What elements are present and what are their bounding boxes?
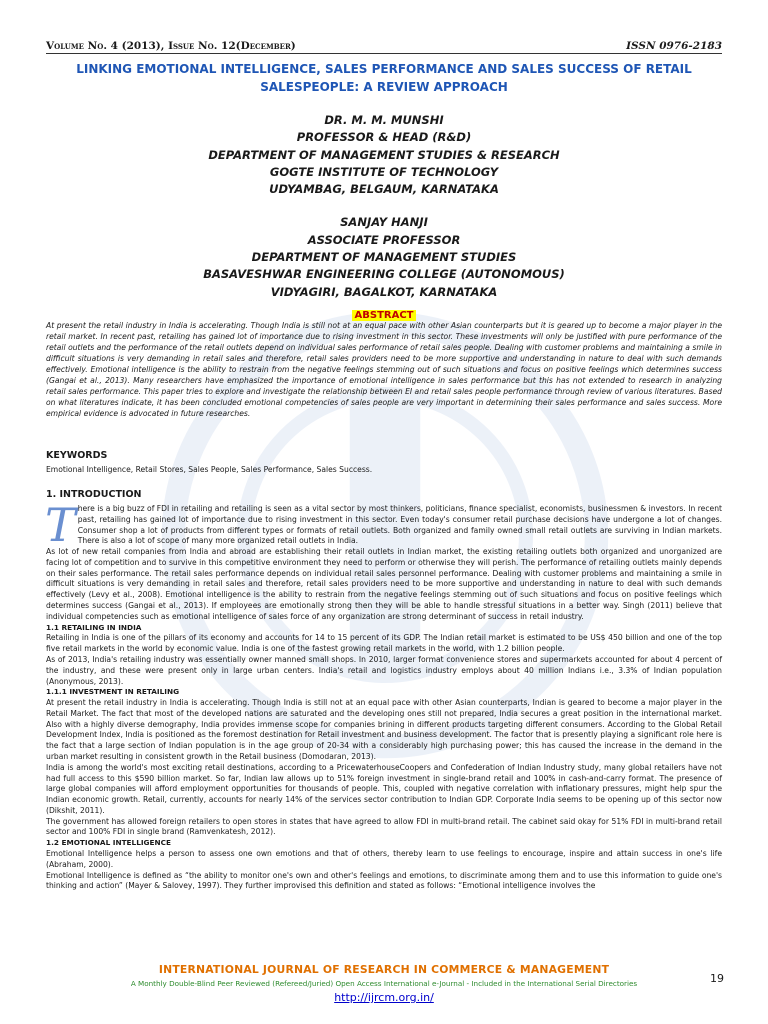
running-header bbox=[46, 40, 722, 54]
section-1-1-1-heading: 1.1.1 INVESTMENT IN RETAILING bbox=[46, 687, 180, 697]
author2-dept: DEPARTMENT OF MANAGEMENT STUDIES bbox=[251, 250, 517, 265]
author1-role: PROFESSOR & HEAD (R&D) bbox=[296, 130, 472, 145]
investment-paragraph-3: The government has allowed foreign retailers to open stores in states that have agreed to allow FDI in multi-brand retail. The cabinet said okay for 51% FDI in multi-brand retail sector and 100% FDI in single brand (Ramvenkatesh, 2012). bbox=[46, 816, 722, 837]
title-line-1: LINKING EMOTIONAL INTELLIGENCE, SALES PERFORMANCE AND SALES SUCCESS OF RETAIL bbox=[76, 62, 692, 76]
keywords-text: Emotional Intelligence, Retail Stores, Sales People, Sales Performance, Sales Success. bbox=[46, 465, 373, 474]
journal-url-link[interactable]: http://ijrcm.org.in/ bbox=[334, 991, 434, 1004]
retail-paragraph-1: Retailing in India is one of the pillars of its economy and accounts for 14 to 15 percent of its GDP. The Indian retail market is estimated to be US$ 450 billion and one of the top five retail markets in the world by economic value. India is one of the fastest growing retail markets in the world, with 1.2 billion people. bbox=[46, 633, 722, 654]
introduction-heading: 1. INTRODUCTION bbox=[46, 489, 142, 500]
issn: ISSN 0976-2183 bbox=[626, 40, 722, 52]
investment-paragraph-2: India is among the world's most exciting retail destinations, according to a PricewaterhouseCoopers and Confederation of Indian Industry study, many global retailers have not had full access to this $590 billion market. So far, Indian law allows up to 51% foreign investment in single-brand retail and 100% in cash-and-carry format. The presence of large global companies will afford employment opportunities for thousands of people. This, coupled with negative correlation with inflationary pressures, might help spur the Indian economic growth. Retail, currently, accounts for nearly 14% of the services sector contribution to Indian GDP. Corporate India seems to be opening up of this sector now (Dikshit, 2011). bbox=[46, 762, 722, 815]
investment-paragraph-1: At present the retail industry in India is accelerating. Though India is still not at an equal pace with other Asian counterparts, Indian is geared to become a major player in the Retail Market. The fact that most of the developed nations are saturated and the developing ones still not prepared, India secures a great position in the international market. Also with a highly diverse demography, India provides immense scope for companies brining in different products targeting different consumers. According to the Global Retail Development Index, India is positioned as the foremost destination for Retail investment and business development. The factor that is presently playing a significant role here is the fact that a large section of Indian population is in the age group of 20-34 with a considerably high purchasing power; this has caused the increase in the demand in the urban market resulting in consistent growth in the Retail business (Domodaran, 2013). bbox=[46, 698, 722, 761]
author1-dept: DEPARTMENT OF MANAGEMENT STUDIES & RESEARCH bbox=[208, 147, 560, 162]
page-footer bbox=[0, 963, 768, 1004]
journal-subtitle: A Monthly Double-Blind Peer Reviewed (Refereed/Juried) Open Access International e-Journal - Included in the International Serial Directories bbox=[130, 979, 638, 988]
abstract-heading: ABSTRACT bbox=[0, 303, 768, 322]
author1-institute: GOGTE INSTITUTE OF TECHNOLOGY bbox=[269, 164, 499, 179]
paper-title bbox=[40, 60, 728, 96]
body-text bbox=[45, 498, 722, 892]
title-line-2: SALESPEOPLE: A REVIEW APPROACH bbox=[260, 80, 508, 94]
author2-role: ASSOCIATE PROFESSOR bbox=[307, 232, 461, 247]
section-1-1-heading: 1.1 RETAILING IN INDIA bbox=[46, 622, 142, 632]
volume-issue: Volume No. 4 (2013), Issue No. 12(December) bbox=[46, 40, 296, 52]
author1-place: UDYAMBAG, BELGAUM, KARNATAKA bbox=[269, 182, 499, 197]
author1-name: DR. M. M. MUNSHI bbox=[324, 113, 444, 127]
page-number: 19 bbox=[710, 972, 724, 985]
ei-paragraph-1: Emotional Intelligence helps a person to assess one own emotions and that of others, thereby learn to use feelings to encourage, inspire and attain success in one's life (Abraham, 2000). bbox=[46, 849, 722, 869]
drop-cap: T bbox=[45, 498, 76, 552]
section-1-2-heading: 1.2 EMOTIONAL INTELLIGENCE bbox=[46, 838, 171, 848]
keywords-heading: KEYWORDS bbox=[46, 450, 108, 461]
intro-paragraph-1: There is a big buzz of FDI in retailing and retailing is seen as a vital sector by most thinkers, politicians, finance specialist, economists, businessmen & investors. In recent past, retailing has gained lot of importance due to rising investment in this sector. Even today's consumer retail purchase decisions have undergone a lot of changes. Consumer shop a lot of products from different types or formats of retail outlets. Both organized and family owned small retail outlets are surviving in Indian markets. There is also a lot of scope of many more organized retail outlets in India. bbox=[45, 498, 722, 552]
ei-paragraph-2: Emotional Intelligence is defined as “the ability to monitor one's own and other's feelings and emotions, to discriminate among them and to use this information to guide one's thinking and action” (Mayer & Salovey, 1997). They further improvised this definition and stated as follows: “Emotional intelligence involves the bbox=[46, 870, 722, 891]
abstract-text: At present the retail industry in India is accelerating. Though India is still not at an equal pace with other Asian counterparts but it is geared up to become a major player in the retail market. In recent past, retailing has gained lot of importance due to rising investment in this sector. These investments will only be justified with pure performance of the retail outlets and the performance of the retail outlets depend on individual sales performance of retail sales people. Dealing with customer problems and maintaining a smile in difficult situations is very demanding in retail sales and therefore, retail sales providers need to be more supportive and understanding in nature to deal with such demands effectively. Emotional intelligence is the ability to restrain from the negative feelings stemming out of such situations and focus on positive feelings which determines success (Gangai et al., 2013). Many researchers have emphasized the importance of emotional intelligence in sales performance but this has not extended to research in analyzing retail sales performance. This paper tries to explore and investigate the relationship between EI and retail sales people performance through review of various literatures. Based on what literatures indicate, it has been concluded emotional competencies of sales people are very important in determining their sales performance and sales success. More empirical evidence is advocated in future researches. bbox=[46, 321, 722, 418]
author2-place: VIDYAGIRI, BAGALKOT, KARNATAKA bbox=[270, 284, 498, 299]
author-block bbox=[40, 112, 728, 301]
author2-name: SANJAY HANJI bbox=[340, 215, 428, 230]
journal-name: INTERNATIONAL JOURNAL OF RESEARCH IN COMMERCE & MANAGEMENT bbox=[158, 963, 610, 976]
author2-institute: BASAVESHWAR ENGINEERING COLLEGE (AUTONOMOUS) bbox=[203, 267, 565, 282]
intro-paragraph-2: As lot of new retail companies from India and abroad are establishing their retail outlets in Indian market, the existing retailing outlets both organized and unorganized are facing lot of competition and to survive in this competitive environment they need to perform or otherwise they will perish. The performance of retailing outlets mainly depends on their sales performance. The retail sales performance depends on individual retail sales personnel performance. Dealing with customer problems and maintaining a smile in difficult situations is very demanding in retail sales and therefore, retail sales providers need to be more supportive and understanding in nature to deal with such demands effectively (Levy et al., 2008). Emotional intelligence is the ability to restrain from the negative feelings stemming out of such situations and focus on positive feelings which determines success (Gangai et al., 2013). If employees are emotionally strong then they will be able to handle stressful situations in a better way. Singh (2011) believe that individual competencies such as emotional intelligence of sales force of any organization are strong determinant of success in retail industry. bbox=[46, 547, 722, 621]
retail-paragraph-2: As of 2013, India's retailing industry was essentially owner manned small shops. In 2010, larger format convenience stores and supermarkets accounted for about 4 percent of the industry, and these were present only in large urban centers. India's retail and logistics industry employs about 40 million Indians i.e., 3.3% of Indian population (Anonymous, 2013). bbox=[46, 654, 722, 686]
